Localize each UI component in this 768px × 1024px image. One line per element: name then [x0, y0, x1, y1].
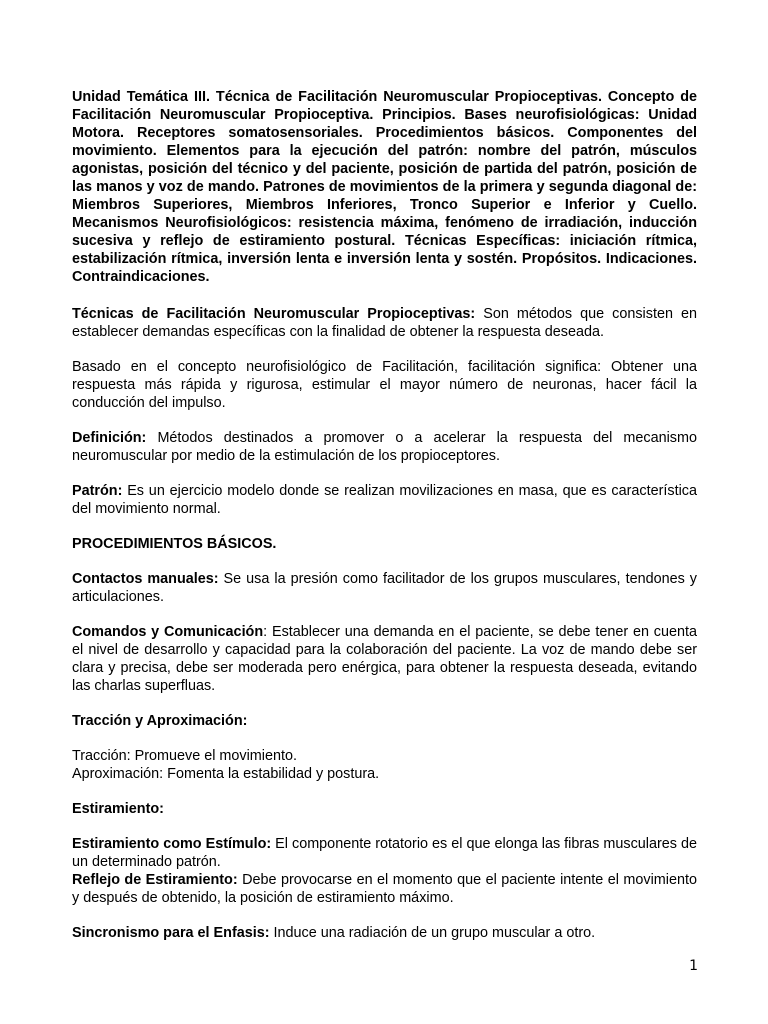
estimulo-text: El componente rotatorio es el que elonga las fibras musculares de un determinado patrón. — [72, 836, 697, 870]
concepto-paragraph: Basado en el concepto neurofisiológico de Facilitación, facilitación significa: Obtener una respuesta más rápida y rigurosa, estimular el mayor número de neuronas, hacer fácil la conducción del impulso. — [72, 359, 697, 411]
sincronismo-text: Induce una radiación de un grupo muscular a otro. — [269, 925, 596, 941]
sincronismo-paragraph — [72, 924, 697, 942]
definicion-paragraph — [72, 429, 697, 465]
comandos-term: Comandos y Comunicación — [72, 624, 264, 640]
contactos-term: Contactos manuales: — [72, 571, 219, 587]
estimulo-term: Estiramiento como Estímulo: — [72, 836, 272, 852]
tfnp-paragraph — [72, 305, 697, 341]
patron-paragraph — [72, 482, 697, 518]
tfnp-text: Son métodos que consisten en establecer demandas específicas con la finalidad de obtener la respuesta deseada. — [72, 306, 697, 340]
contactos-paragraph — [72, 570, 697, 606]
unit-heading: Unidad Temática III. Técnica de Facilitación Neuromuscular Propioceptivas. Concepto de Facilitación Neuromuscular Propioceptiva. Principios. Bases neurofisiológicas: Unidad Motora. Receptores somatosensoriales. Procedimientos básicos. Componentes del movimiento. Elementos para la ejecución del patrón: nombre del patrón, músculos agonistas, posición del técnico y del paciente, posición de partida del patrón, posición de las manos y voz de mando. Patrones de movimientos de la primera y segunda diagonal de: Miembros Superiores, Miembros Inferiores, Tronco Superior e Inferior y Cuello. Mecanismos Neurofisiológicos: resistencia máxima, fenómeno de irradiación, inducción sucesiva y reflejo de estiramiento postural. Técnicas Específicas: iniciación rítmica, estabilización rítmica, inversión lenta e inversión lenta y sostén. Propósitos. Indicaciones. Contraindicaciones. — [72, 89, 697, 285]
definicion-text: Métodos destinados a promover o a acelerar la respuesta del mecanismo neuromuscular por medio de la estimulación de los propioceptores. — [72, 430, 697, 464]
document-page — [72, 88, 697, 959]
reflejo-text: Debe provocarse en el momento que el paciente intente el movimiento y después de obtenido, la posición de estiramiento máximo. — [72, 872, 697, 906]
comandos-text: : Establecer una demanda en el paciente, se debe tener en cuenta el nivel de desarrollo y capacidad para la colaboración del paciente. La voz de mando debe ser clara y precisa, debe ser moderada pero enérgica, para obtener la respuesta deseada, evitando las charlas superfluas. — [72, 624, 697, 694]
tfnp-term: Técnicas de Facilitación Neuromuscular Propioceptivas: — [72, 306, 476, 322]
patron-term: Patrón: — [72, 483, 123, 499]
traccion-title: Tracción y Aproximación: — [72, 713, 248, 729]
procedimientos-title: PROCEDIMIENTOS BÁSICOS. — [72, 536, 277, 552]
estiramiento-title: Estiramiento: — [72, 801, 164, 817]
traccion-line: Tracción: Promueve el movimiento. — [72, 748, 298, 764]
patron-text: Es un ejercicio modelo donde se realizan movilizaciones en masa, que es característica del movimiento normal. — [72, 483, 697, 517]
aproximacion-line: Aproximación: Fomenta la estabilidad y postura. — [72, 766, 380, 782]
reflejo-paragraph — [72, 871, 697, 907]
reflejo-term: Reflejo de Estiramiento: — [72, 872, 238, 888]
estimulo-paragraph — [72, 835, 697, 871]
sincronismo-term: Sincronismo para el Enfasis: — [72, 925, 270, 941]
page-number: 1 — [689, 958, 698, 974]
contactos-text: Se usa la presión como facilitador de los grupos musculares, tendones y articulaciones. — [72, 571, 697, 605]
definicion-term: Definición: — [72, 430, 147, 446]
comandos-paragraph — [72, 623, 697, 695]
